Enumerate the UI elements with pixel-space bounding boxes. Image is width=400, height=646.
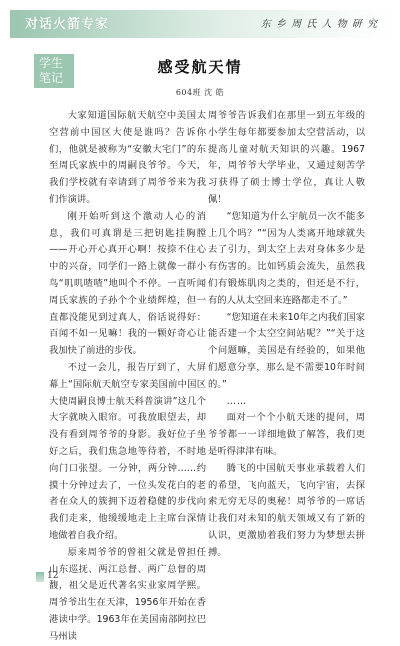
paragraph: 大家知道国际航天航空中美国太空营前中国区大使是谁吗？告诉你们，他就是被称为“安徽大宅门”的东至周氏家族中的周嗣良爷爷。今天，我们学校就有幸请到了周爷爷来为我们作演讲。 [49, 110, 206, 205]
page-marker [36, 572, 44, 582]
magazine-name: 东 乡 周 氏 人 物 研 究 [260, 19, 378, 30]
column-title: 对话火箭专家 [25, 17, 110, 32]
paragraph: “您知道在未来10年之内我们国家能否建一个太空空间站呢？”“关于这个问题嘛，美国是有经验的，如果他们愿意分享，那么是不需要10年时间的。” [208, 311, 365, 390]
badge-line-1: 学生 [39, 56, 64, 70]
paragraph: 腾飞的中国航天事业承载着人们的希望，飞向蓝天，飞向宇宙，去探索无穷无尽的奥秘！周爷爷的一席话让我们对未知的航天领域又有了新的认识，更激励着我们努力为梦想去拼搏。 [208, 462, 365, 558]
page-number: 12 [47, 571, 59, 581]
ellipsis: …… [226, 395, 248, 407]
text-column-left [49, 108, 206, 646]
paragraph: “您知道为什么宇航员一次不能多上几个吗？”“因为人类离开地球就失去了引力，到太空上去对身体多少是有伤害的。比如钙质会流失，虽然我们有锻炼肌肉之类的，但还是不行，有的人从太空回来连路都走不了。” [208, 210, 365, 306]
paragraph: 不过一会儿，报告厅到了，大屏幕上“国际航天航空专家美国前中国区大使周嗣良博士航天科普演讲”这几个大字就映入眼帘。可我放眼望去，却没有看到周爷爷的身影。我好位子坐好之后，我们焦急地等待着，不时地向门口张望。一分钟，两分钟……约摸十分钟过去了，一位头发花白的老者在众人的簇拥下迈着稳健的步伐向我们走来，他缓缓地走上主席台深情地做着自我介绍。 [49, 361, 206, 541]
article-title: 感受航天情 [157, 58, 243, 76]
paragraph: 刚开始听到这个激动人心的消息，我们可真谓是三把钥匙挂胸膛——开心开心真开心啊！按捺不住心中的兴奋，同学们一路上就像一群小鸟“叽叽喳喳”地叫个不停。一直听闻周氏家族的子孙个个业绩辉煌，但一直都没能见到过真人，俗话说得好：百闻不如一见嘛！我的一颗好奇心让我加快了前进的步伐。 [49, 210, 206, 357]
article-byline: 604班 沈 皓 [175, 88, 225, 97]
paragraph: 面对一个个小航天迷的提问，周爷爷都一一详细地做了解答，我们更是听得津津有味。 [208, 412, 365, 457]
text-column-right [208, 108, 365, 562]
paragraph: 周爷爷告诉我们在那里一到五年级的小学生每年都要参加太空营活动，以提高儿童对航天知识的兴趣。1967年，周爷爷大学毕业，又通过刻苦学习获得了硕士博士学位，真让人敬佩！ [208, 110, 365, 205]
paragraph: 原来周爷爷的曾祖父就是曾担任山东巡抚、两江总督、两广总督的周馥，祖父是近代著名实业家周学熙。周爷爷出生在天津，1956年开始在香港读中学。1963年在美国南部阿拉巴马州读 [49, 546, 206, 642]
badge-line-2: 笔记 [39, 71, 64, 85]
